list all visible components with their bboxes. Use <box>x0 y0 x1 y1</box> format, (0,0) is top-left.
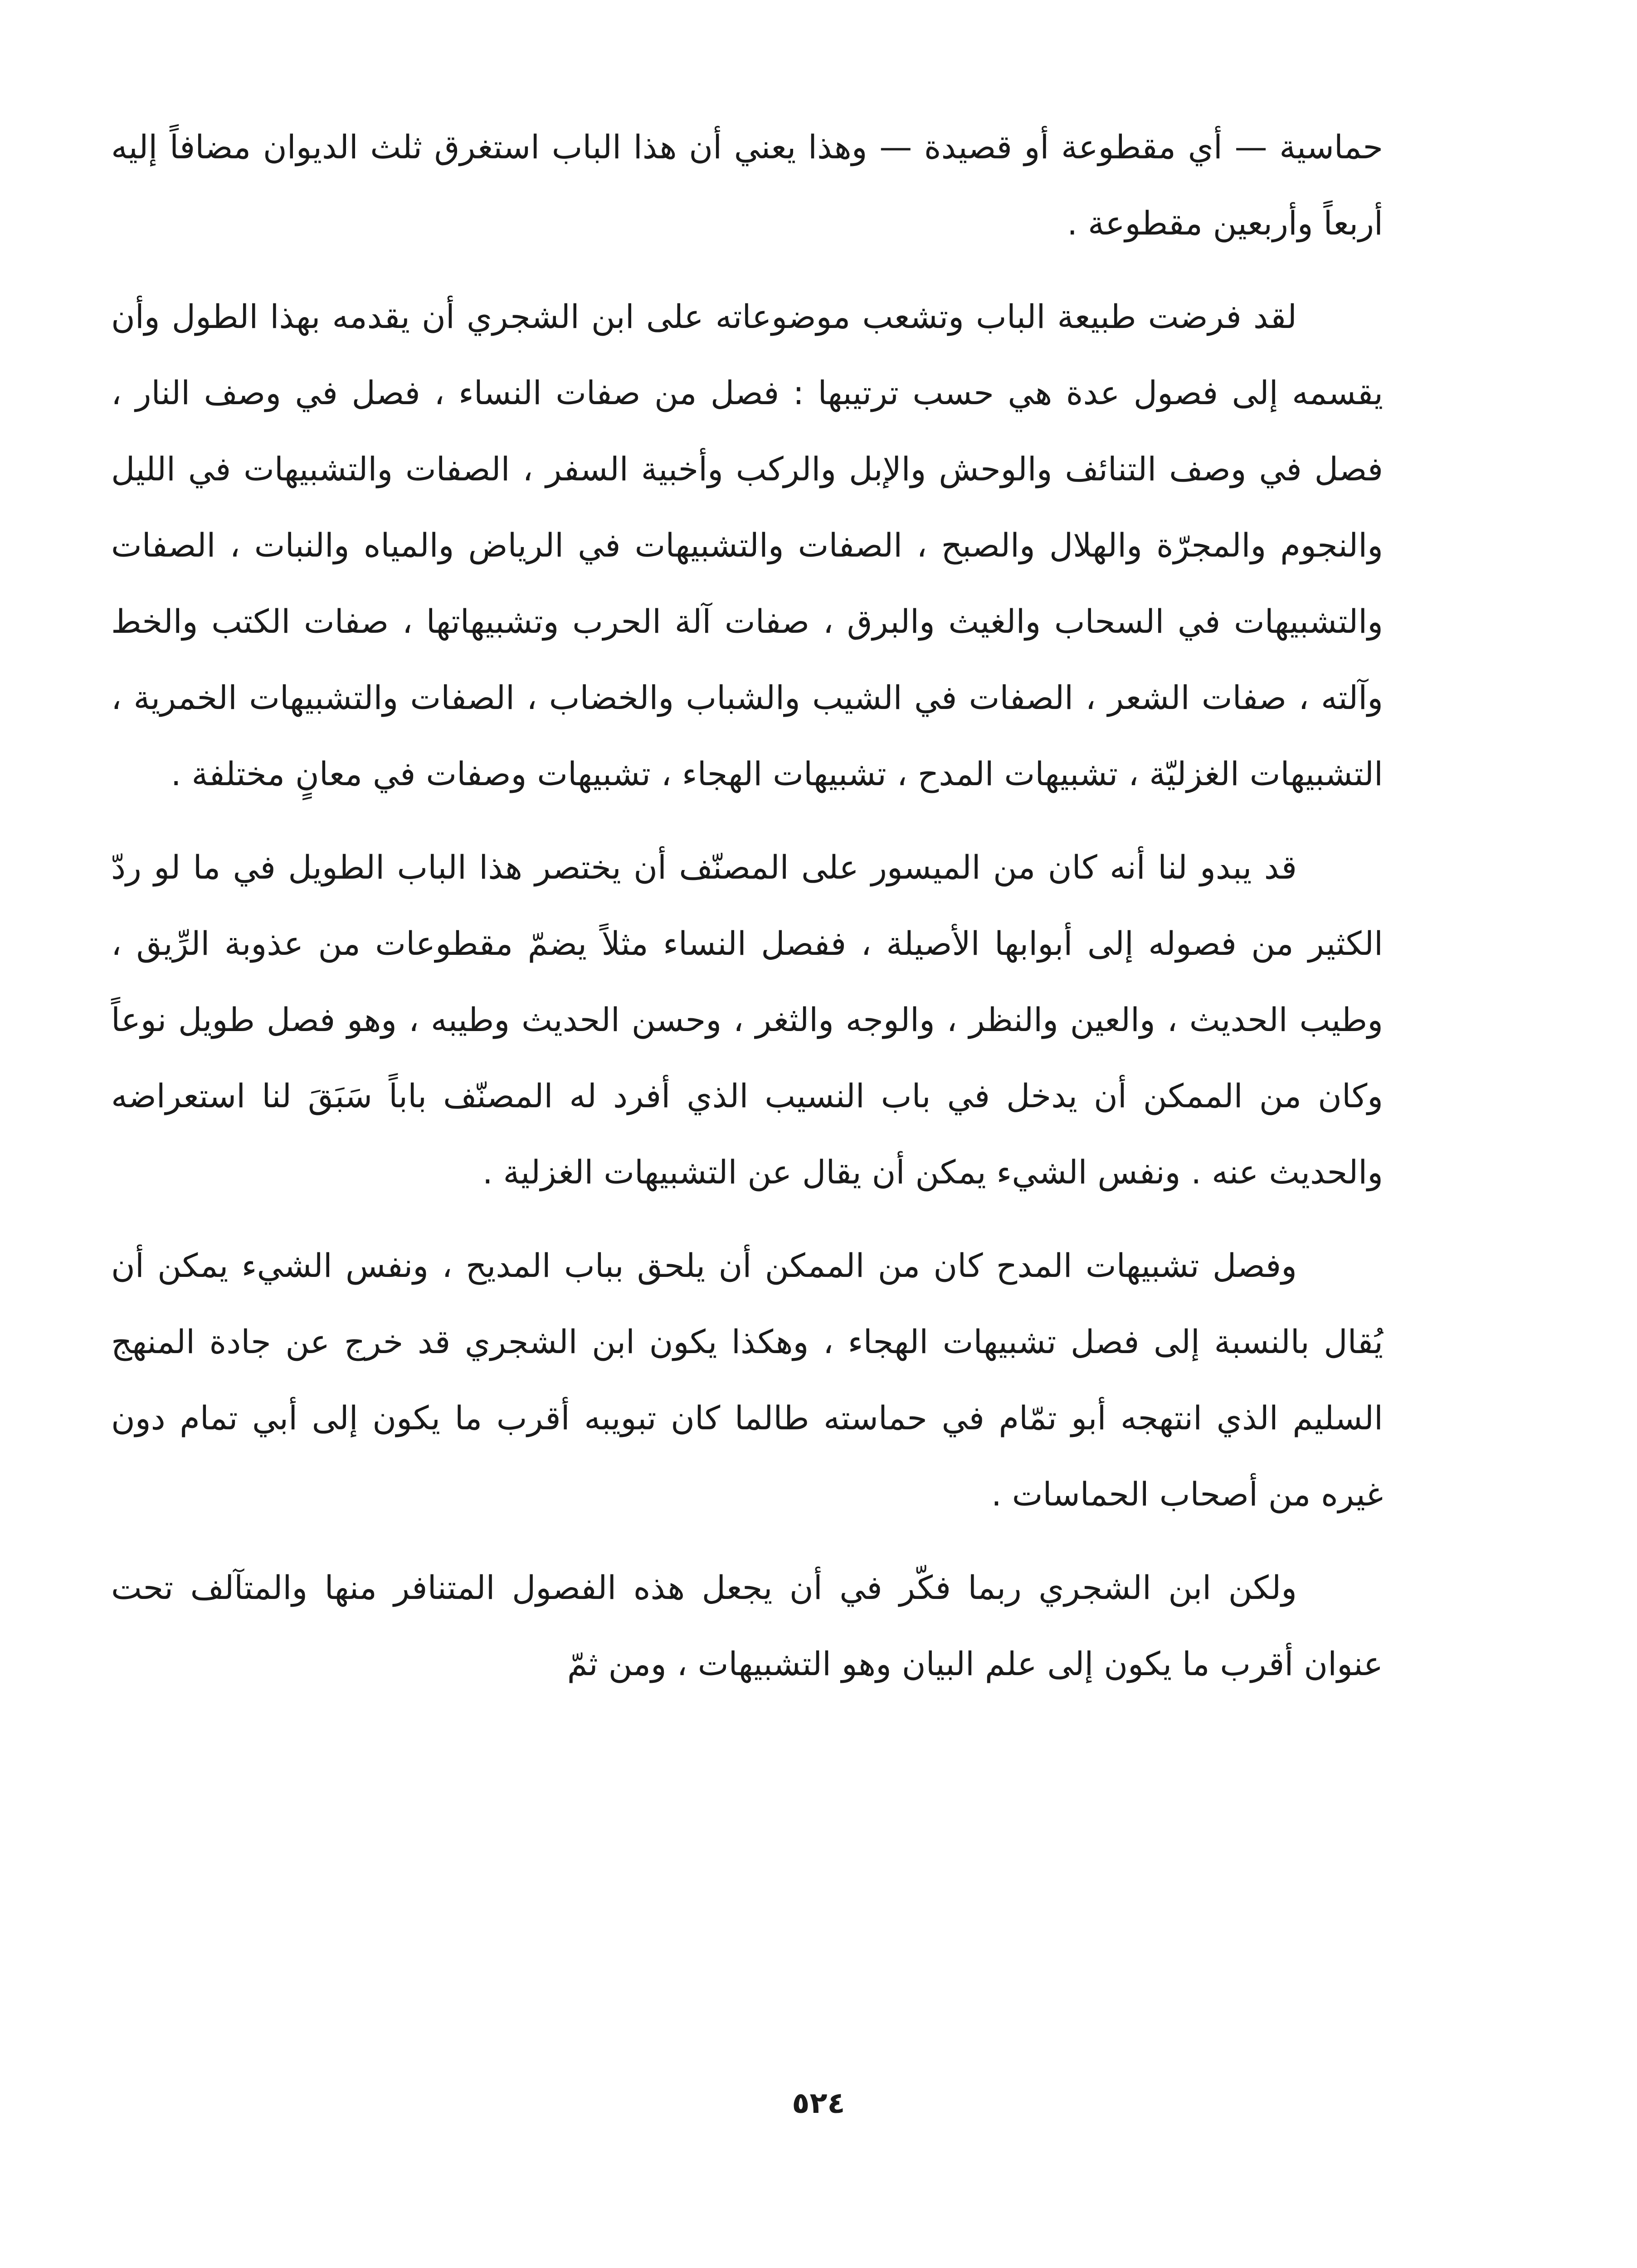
paragraph-5: ولكن ابن الشجري ربما فكّر في أن يجعل هذه الفصول المتنافر منها والمتآلف تحت عنوان أقرب ما يكون إلى علم البيان وهو التشبيهات ، ومن ثمّ <box>111 1569 1383 1683</box>
paragraph-3: قد يبدو لنا أنه كان من الميسور على المصنّف أن يختصر هذا الباب الطويل في ما لو ردّ الكثير من فصوله إلى أبوابها الأصيلة ، ففصل النساء مثلاً يضمّ مقطوعات من عذوبة الرِّيق ، وطيب الحديث ، والعين والنظر ، والوجه والثغر ، وحسن الحديث وطيبه ، وهو فصل طويل نوعاً وكان من الممكن أن يدخل في باب النسيب الذي أفرد له المصنّف باباً سَبَقَ لنا استعراضه والحديث عنه . ونفس الشيء يمكن أن يقال عن التشبيهات الغزلية . <box>111 848 1383 1191</box>
paragraph-1: حماسية — أي مقطوعة أو قصيدة — وهذا يعني أن هذا الباب استغرق ثلث الديوان مضافاً إليه أربعاً وأربعين مقطوعة . <box>111 128 1383 242</box>
body-text <box>111 109 1383 1719</box>
page-number: ٥٢٤ <box>792 2087 845 2120</box>
paragraph-2: لقد فرضت طبيعة الباب وتشعب موضوعاته على ابن الشجري أن يقدمه بهذا الطول وأن يقسمه إلى فصول عدة هي حسب ترتيبها : فصل من صفات النساء ، فصل في وصف النار ، فصل في وصف التنائف والوحش والإبل والركب وأخبية السفر ، الصفات والتشبيهات في الليل والنجوم والمجرّة والهلال والصبح ، الصفات والتشبيهات في الرياض والمياه والنبات ، الصفات والتشبيهات في السحاب والغيث والبرق ، صفات آلة الحرب وتشبيهاتها ، صفات الكتب والخط وآلته ، صفات الشعر ، الصفات في الشيب والشباب والخضاب ، الصفات والتشبيهات الخمرية ، التشبيهات الغزليّة ، تشبيهات المدح ، تشبيهات الهجاء ، تشبيهات وصفات في معانٍ مختلفة . <box>111 298 1383 793</box>
paragraph-4: وفصل تشبيهات المدح كان من الممكن أن يلحق بباب المديح ، ونفس الشيء يمكن أن يُقال بالنسبة إلى فصل تشبيهات الهجاء ، وهكذا يكون ابن الشجري قد خرج عن جادة المنهج السليم الذي انتهجه أبو تمّام في حماسته طالما كان تبويبه أقرب ما يكون إلى أبي تمام دون غيره من أصحاب الحماسات . <box>111 1246 1383 1513</box>
